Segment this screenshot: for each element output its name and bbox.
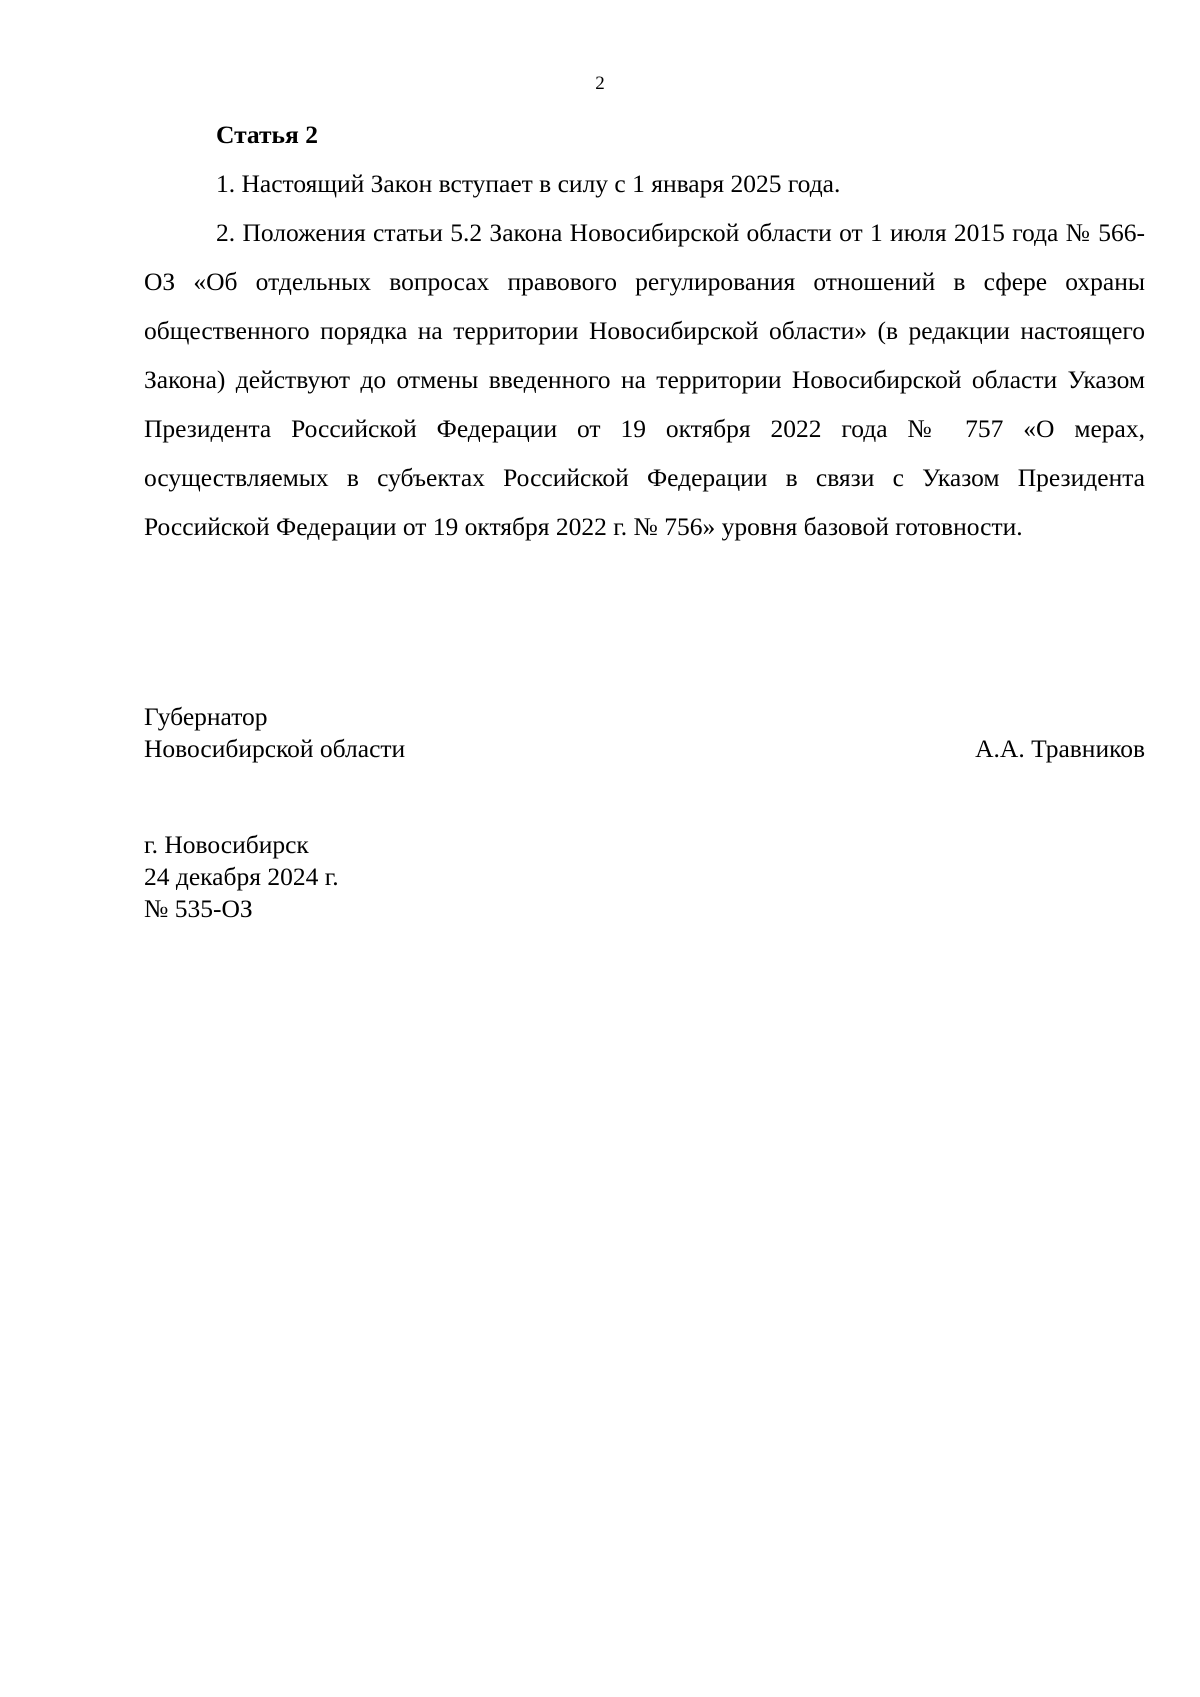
signatory-title-line2: Новосибирской области	[144, 734, 406, 763]
issuance-date: 24 декабря 2024 г.	[144, 862, 339, 891]
signatory-name: А.А. Травников	[975, 734, 1145, 763]
article-paragraph-1: 1. Настоящий Закон вступает в силу с 1 января 2025 года.	[216, 169, 841, 198]
law-number: № 535-ОЗ	[144, 894, 253, 923]
issuance-block	[144, 829, 339, 925]
article-paragraph-2: 2. Положения статьи 5.2 Закона Новосибирской области от 1 июля 2015 года № 566-ОЗ «Об отдельных вопросах правового регулирования отношений в сфере охраны общественного порядка на территории Новосибирской области» (в редакции настоящего Закона) действуют до отмены введенного на территории Новосибирской области Указом Президента Российской Федерации от 19 октября 2022 года № 757 «О мерах, осуществляемых в субъектах Российской Федерации в связи с Указом Президента Российской Федерации от 19 октября 2022 г. № 756» уровня базовой готовности.	[144, 218, 1145, 541]
page-number: 2	[595, 73, 605, 94]
signature-block	[144, 701, 1145, 765]
signatory-title	[144, 701, 405, 765]
signatory-title-line1: Губернатор	[144, 702, 268, 731]
article-heading: Статья 2	[216, 120, 318, 149]
article-body	[144, 110, 1145, 551]
issuance-place: г. Новосибирск	[144, 830, 309, 859]
